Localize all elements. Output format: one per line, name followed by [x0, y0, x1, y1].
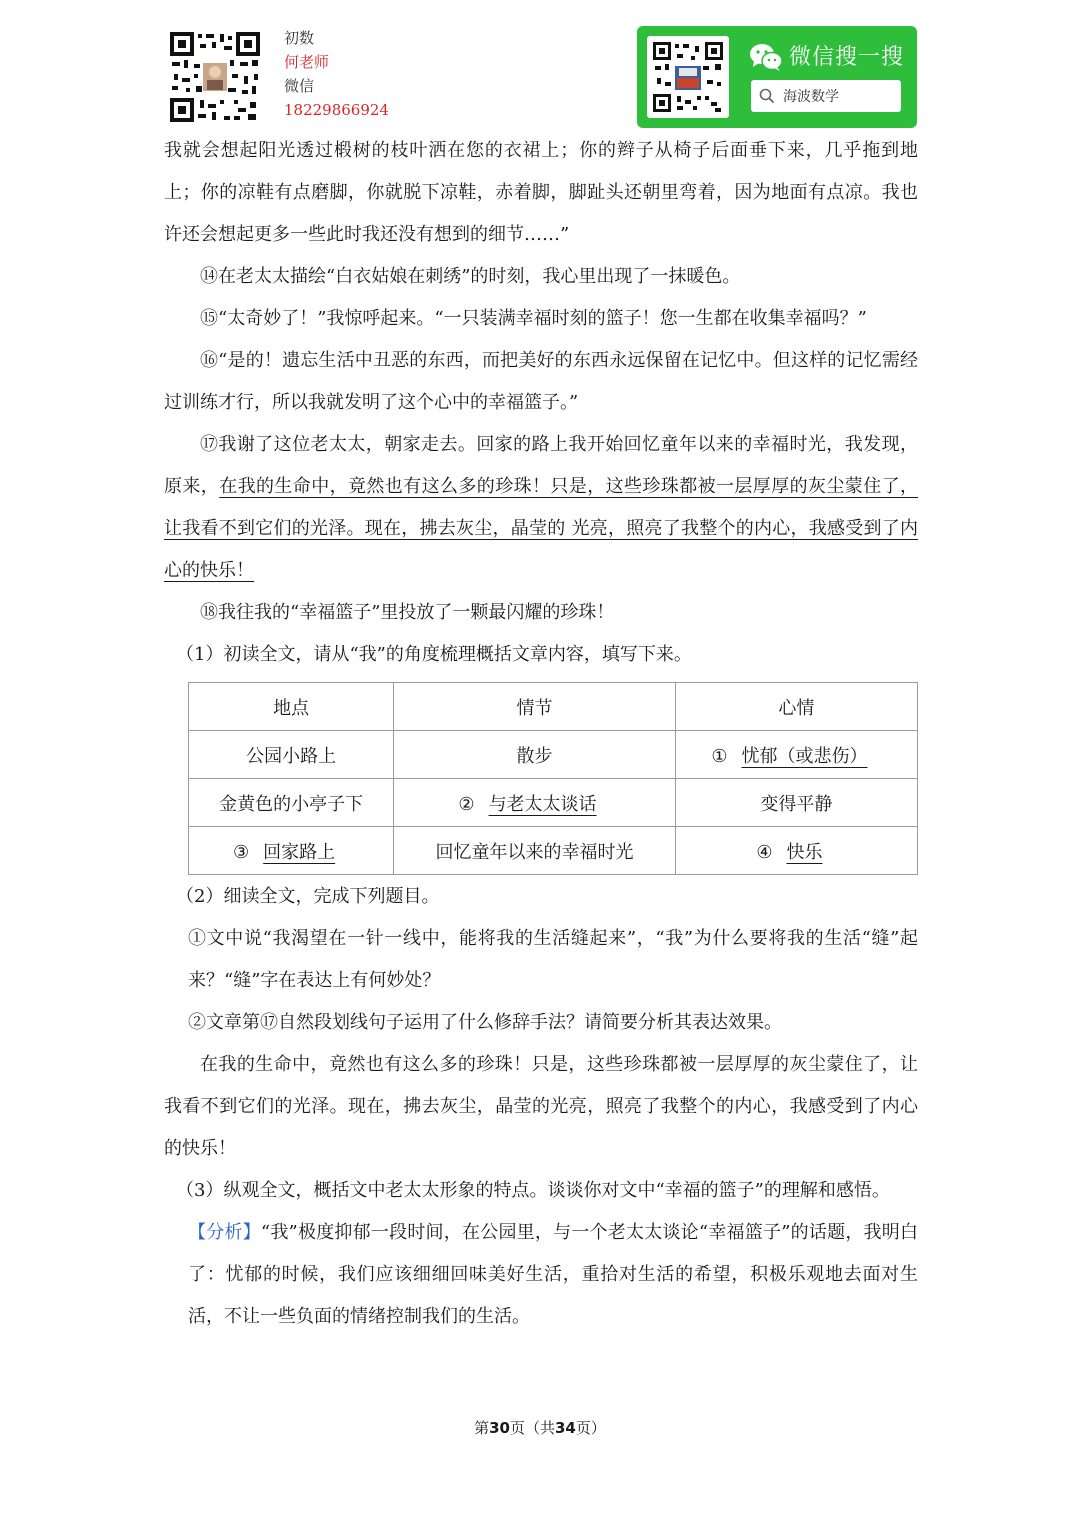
- table-header-row: [189, 683, 918, 731]
- answer-blank-2: [475, 794, 611, 815]
- table-header-place: 地点: [189, 683, 394, 731]
- answer-blank-4: [772, 842, 836, 863]
- answer-text: 快乐: [786, 841, 823, 863]
- answer-text: 与老太太谈话: [488, 793, 597, 815]
- question-1-prompt: （1）初读全文，请从“我”的角度梳理概括文章内容，填写下来。: [176, 644, 692, 665]
- answer-blank-1: [727, 746, 881, 767]
- question-2-sub-2: ②文章第⑰自然段划线句子运用了什么修辞手法？请简要分析其表达效果。: [188, 1012, 782, 1033]
- table-cell-plot: 回忆童年以来的幸福时光: [394, 827, 676, 875]
- wechat-qr-code: [647, 36, 729, 118]
- passage-para-13-cont: 我就会想起阳光透过椴树的枝叶洒在您的衣裙上；你的辫子从椅子后面垂下来，几乎拖到地上；你的凉鞋有点磨脚，你就脱下凉鞋，赤着脚，脚趾头还朝里弯着，因为地面有点凉。我也许还会想起更多一些此时我还没有想到的细节……”: [164, 140, 918, 245]
- analysis: [164, 1212, 918, 1338]
- answer-blank-3: [249, 842, 349, 863]
- table-cell-mood: 变得平静: [675, 779, 917, 827]
- question-3-prompt: （3）纵观全文，概括文中老太太形象的特点。谈谈你对文中“幸福的篮子”的理解和感悟。: [176, 1180, 890, 1201]
- footer-post: 页）: [575, 1419, 606, 1437]
- table-cell-mood: [675, 827, 917, 875]
- blank-number: ①: [711, 745, 728, 767]
- passage: [164, 130, 918, 676]
- passage-para-17: [164, 424, 918, 592]
- table-row: [189, 779, 918, 827]
- passage-para-18: ⑱我往我的“幸福篮子”里投放了一颗最闪耀的珍珠！: [200, 602, 615, 623]
- summary-table: [188, 682, 918, 875]
- passage-para-14: ⑭在老太太描绘“白衣姑娘在刺绣”的时刻，我心里出现了一抹暖色。: [200, 266, 741, 287]
- question-2-prompt: （2）细读全文，完成下列题目。: [176, 886, 440, 907]
- answer-text: 忧郁（或悲伤）: [741, 745, 868, 767]
- wechat-search-card[interactable]: [637, 26, 917, 128]
- table-row: [189, 731, 918, 779]
- blank-number: ④: [756, 841, 773, 863]
- table-cell-mood: [675, 731, 917, 779]
- contact-wechat-label: 微信: [284, 77, 315, 95]
- table-cell-place: 金黄色的小亭子下: [189, 779, 394, 827]
- contact-qr-code: [168, 30, 262, 124]
- table-header-mood: 心情: [675, 683, 917, 731]
- table-cell-place: 公园小路上: [189, 731, 394, 779]
- contact-phone: 18229866924: [284, 101, 389, 119]
- contact-info: [284, 26, 389, 122]
- wechat-search-text: 海波数学: [783, 89, 839, 105]
- question-2-sub-1: ①文中说“我渴望在一针一线中，能将我的生活缝起来”，“我”为什么要将我的生活“缝”起来？“缝”字在表达上有何妙处？: [188, 928, 918, 991]
- table-header-plot: 情节: [394, 683, 676, 731]
- para-17-underlined-sentence: 在我的生命中，竟然也有这么多的珍珠！只是，这些珍珠都被一层厚厚的灰尘蒙住了，让我看不到它们的光泽。现在，拂去灰尘，晶莹的 光亮，照亮了我整个的内心，我感受到了内心的快乐！: [164, 476, 918, 581]
- table-cell-plot: [394, 779, 676, 827]
- wechat-icon: [749, 42, 783, 72]
- footer-mid: 页（共: [509, 1419, 555, 1437]
- para-17-text: ⑰我谢了这位老太太，朝家走去。回家的路上我开始回忆童年以来的幸福时光，我发现，原来，: [164, 434, 918, 497]
- questions-section: [164, 876, 918, 1338]
- wechat-search-box[interactable]: [751, 80, 901, 112]
- passage-para-15: ⑮“太奇妙了！”我惊呼起来。“一只装满幸福时刻的篮子！您一生都在收集幸福吗？”: [200, 308, 867, 329]
- total-pages: 34: [555, 1419, 576, 1437]
- blank-number: ③: [233, 841, 250, 863]
- table-cell-plot: 散步: [394, 731, 676, 779]
- analysis-text: “我”极度抑郁一段时间，在公园里，与一个老太太谈论“幸福篮子”的话题，我明白了：忧郁的时候，我们应该细细回味美好生活，重拾对生活的希望，积极乐观地去面对生活，不让一些负面的情绪控制我们的生活。: [188, 1222, 919, 1327]
- table-cell-place: [189, 827, 394, 875]
- wechat-search-title: 微信搜一搜: [789, 45, 905, 70]
- search-icon: [759, 88, 775, 104]
- question-2-quote: 在我的生命中，竟然也有这么多的珍珠！只是，这些珍珠都被一层厚厚的灰尘蒙住了，让我看不到它们的光泽。现在，拂去灰尘，晶莹的光亮，照亮了我整个的内心，我感受到了内心的快乐！: [164, 1054, 918, 1159]
- contact-teacher: 何老师: [284, 53, 330, 71]
- contact-subject: 初数: [284, 29, 315, 47]
- footer-pre: 第: [474, 1419, 490, 1437]
- passage-para-16: ⑯“是的！遗忘生活中丑恶的东西，而把美好的东西永远保留在记忆中。但这样的记忆需经过训练才行，所以我就发明了这个心中的幸福篮子。”: [164, 350, 918, 413]
- blank-number: ②: [458, 793, 475, 815]
- analysis-tag: 【分析】: [188, 1222, 261, 1243]
- page-footer: [0, 1417, 1080, 1438]
- answer-text: 回家路上: [263, 841, 336, 863]
- page-number: 30: [489, 1419, 510, 1437]
- table-row: [189, 827, 918, 875]
